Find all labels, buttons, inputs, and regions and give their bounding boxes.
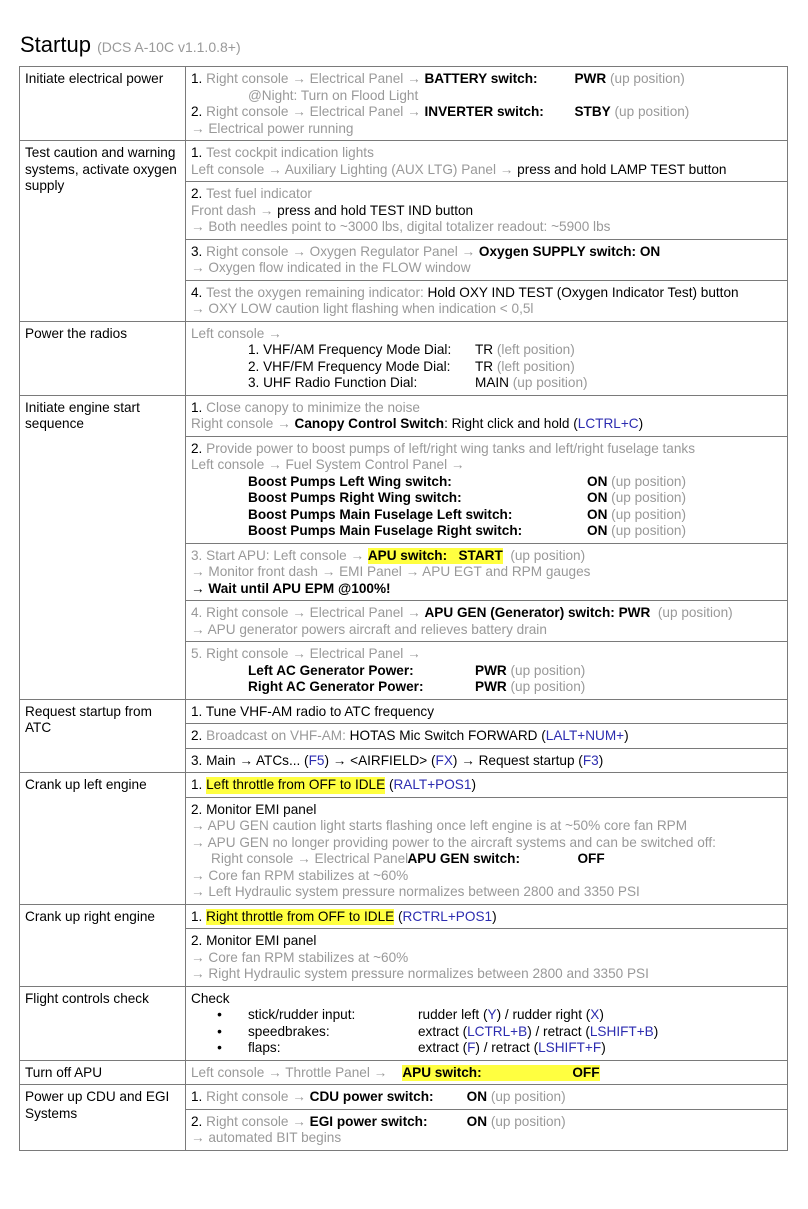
bullet: •: [217, 1007, 222, 1022]
step-number: 2.: [191, 1113, 203, 1129]
section-label: Flight controls check: [20, 986, 186, 1060]
switch-name: BATTERY switch:: [424, 71, 538, 86]
switch-name: EGI power switch:: [309, 1113, 428, 1129]
check-item: stick/rudder input:: [248, 1007, 356, 1022]
dial-position: (left position): [496, 358, 575, 374]
check-action: extract (: [418, 1023, 468, 1039]
switch-value: PWR: [475, 679, 507, 694]
step-cell: [186, 904, 788, 929]
section-label: Initiate electrical power: [20, 67, 186, 141]
paren: (: [398, 908, 403, 924]
step-number: 1.: [191, 71, 203, 86]
check-action: rudder left (: [418, 1007, 488, 1022]
step-number: 2.: [191, 728, 203, 743]
key-binding: LCTRL+C: [577, 416, 639, 431]
step-path: Right console →: [206, 1089, 306, 1104]
switch-value: ON: [466, 1113, 488, 1129]
step-result: → APU GEN no longer providing power to the aircraft systems and can be switched off:: [191, 834, 716, 850]
step-cell: [186, 929, 788, 987]
paren: ): [599, 1007, 604, 1022]
switch-position: (up position): [611, 473, 686, 489]
step-cell: [186, 1060, 788, 1085]
switch-name: Boost Pumps Main Fuselage Left switch:: [248, 506, 513, 522]
step-result: → Left Hydraulic system pressure normalizes between 2800 and 3350 PSI: [191, 884, 640, 899]
step-number: 2.: [191, 440, 203, 456]
table-row: [20, 773, 788, 798]
step-result: → APU generator powers aircraft and relieves battery drain: [191, 621, 547, 637]
step-number: 2.: [191, 104, 203, 119]
table-row: [20, 1085, 788, 1110]
check-item: flaps:: [248, 1040, 281, 1055]
table-row: [20, 395, 788, 436]
paren: ): [471, 777, 476, 792]
switch-value: ON: [587, 523, 608, 538]
check-action: ) / retract (: [475, 1040, 539, 1055]
startup-checklist-table: [19, 66, 788, 1151]
switch-value: OFF: [577, 851, 605, 866]
section-label: Power the radios: [20, 321, 186, 395]
dial-position: (up position): [512, 375, 588, 390]
step-cell: [186, 748, 788, 773]
step-cell: [186, 1109, 788, 1150]
table-row: [20, 67, 788, 141]
switch-name: APU GEN switch:: [407, 851, 520, 866]
switch-value: ON: [587, 506, 608, 522]
switch-position: (up position): [510, 679, 586, 694]
step-path: Left console → Auxiliary Lighting (AUX LTG) Panel →: [191, 161, 514, 177]
section-label: Power up CDU and EGI Systems: [20, 1085, 186, 1151]
step-number: 2.: [191, 186, 203, 201]
step-cell: [186, 642, 788, 700]
step-title: Start APU: Left console →: [206, 547, 365, 563]
dial-position: (left position): [496, 342, 575, 357]
dial-value: TR: [475, 358, 494, 374]
bullet: •: [217, 1023, 222, 1039]
switch-value: ON: [587, 490, 608, 505]
switch-name: Boost Pumps Main Fuselage Right switch:: [248, 523, 523, 538]
step-action: 3. Main → ATCs... (: [191, 752, 309, 768]
step-cell: [186, 797, 788, 904]
switch-name: CDU power switch:: [309, 1089, 434, 1104]
section-label: Test caution and warning systems, activate oxygen supply: [20, 141, 186, 322]
step-action: : Right click and hold (: [444, 416, 578, 431]
switch-value: PWR: [475, 662, 507, 678]
step-result: → Oxygen flow indicated in the FLOW window: [191, 260, 471, 275]
key-binding: RALT+POS1: [393, 777, 472, 792]
key-binding: X: [590, 1007, 600, 1022]
step-action: Oxygen SUPPLY switch: ON: [478, 243, 661, 259]
switch-position: (up position): [490, 1113, 566, 1129]
step-title: Test the oxygen remaining indicator:: [206, 284, 424, 300]
step-cell: [186, 67, 788, 141]
step-path: Right console → Electrical Panel →: [206, 104, 421, 119]
step-result: → Both needles point to ~3000 lbs, digital totalizer readout: ~5900 lbs: [191, 219, 611, 234]
step-cell: [186, 141, 788, 182]
step-number: 3.: [191, 547, 203, 563]
switch-position: (up position): [657, 605, 733, 620]
step-path: Right console →: [206, 1113, 306, 1129]
step-title: Test fuel indicator: [206, 186, 312, 201]
check-action: ) / rudder right (: [496, 1007, 591, 1022]
key-binding: FX: [435, 752, 453, 768]
table-row: [20, 699, 788, 724]
switch-name: Boost Pumps Right Wing switch:: [248, 490, 462, 505]
step-path: Right console → Electrical Panel →: [206, 646, 421, 661]
step-cell: [186, 543, 788, 601]
key-binding: LCTRL+B: [467, 1023, 528, 1039]
dial-name: 3. UHF Radio Function Dial:: [248, 375, 418, 390]
key-binding: LALT+NUM+: [545, 728, 625, 743]
step-warning: → Wait until APU EPM @100%!: [191, 580, 391, 596]
section-label: Request startup from ATC: [20, 699, 186, 773]
step-action: 1. Tune VHF-AM radio to ATC frequency: [191, 703, 435, 719]
table-row: [20, 1060, 788, 1085]
key-binding: F: [467, 1040, 476, 1055]
switch-value: PWR: [618, 605, 651, 620]
switch-position: (up position): [611, 490, 686, 505]
title-text: Startup: [20, 32, 91, 57]
step-action: press and hold TEST IND button: [277, 202, 474, 218]
dial-name: 1. VHF/AM Frequency Mode Dial:: [248, 342, 452, 357]
step-path: Left console → Fuel System Control Panel →: [191, 457, 465, 472]
step-cell: [186, 724, 788, 749]
step-result: → Electrical power running: [191, 120, 354, 136]
step-number: 1.: [191, 908, 203, 924]
key-binding: LSHIFT+B: [589, 1023, 654, 1039]
switch-position: (up position): [611, 506, 686, 522]
switch-name: Boost Pumps Left Wing switch:: [248, 473, 452, 489]
switch-name: INVERTER switch:: [424, 104, 544, 119]
section-label: Turn off APU: [20, 1060, 186, 1085]
dial-value: TR: [475, 342, 494, 357]
check-item: speedbrakes:: [248, 1023, 330, 1039]
table-row: [20, 141, 788, 182]
step-path: Right console → Electrical Panel →: [211, 851, 426, 866]
dial-value: MAIN: [475, 375, 509, 390]
step-path: Right console → Oxygen Regulator Panel →: [206, 243, 476, 259]
step-cell: [186, 1085, 788, 1110]
switch-name: Canopy Control Switch: [294, 416, 445, 431]
step-title: Check: [191, 990, 230, 1006]
switch-name: Left AC Generator Power:: [248, 662, 414, 678]
step-result: → Core fan RPM stabilizes at ~60%: [191, 867, 409, 883]
step-cell: [186, 321, 788, 395]
section-label: Initiate engine start sequence: [20, 395, 186, 699]
paren: ): [638, 416, 644, 431]
key-binding: F3: [582, 752, 599, 768]
step-cell: [186, 436, 788, 543]
step-action: press and hold LAMP TEST button: [517, 161, 727, 177]
switch-position: (up position): [614, 104, 690, 119]
table-row: [20, 986, 788, 1060]
step-title: Test cockpit indication lights: [206, 145, 374, 160]
switch-position: (up position): [510, 662, 586, 678]
paren: ): [653, 1023, 659, 1039]
check-action: extract (: [418, 1040, 468, 1055]
switch-name: APU switch: START: [367, 547, 503, 563]
key-binding: F5: [308, 752, 325, 768]
switch-value: ON: [587, 473, 608, 489]
switch-value: OFF: [572, 1064, 600, 1080]
dial-name: 2. VHF/FM Frequency Mode Dial:: [248, 358, 451, 374]
key-binding: LSHIFT+F: [538, 1040, 602, 1055]
step-title: 2. Monitor EMI panel: [191, 933, 317, 948]
switch-position: (up position): [490, 1089, 566, 1104]
key-binding: RCTRL+POS1: [402, 908, 493, 924]
step-cell: [186, 699, 788, 724]
step-title: Provide power to boost pumps of left/right wing tanks and left/right fuselage tanks: [206, 440, 696, 456]
switch-value: ON: [466, 1089, 488, 1104]
step-cell: [186, 395, 788, 436]
step-cell: [186, 601, 788, 642]
step-path: Front dash →: [191, 202, 274, 218]
page-title: [20, 30, 241, 62]
section-label: Crank up left engine: [20, 773, 186, 905]
step-number: 4.: [191, 284, 203, 300]
check-action: ) / retract (: [527, 1023, 590, 1039]
switch-value: PWR: [574, 71, 607, 86]
paren: ): [492, 908, 497, 924]
step-path: Right console →: [191, 416, 291, 431]
step-action: Right throttle from OFF to IDLE: [206, 908, 395, 924]
step-number: 1.: [191, 777, 203, 792]
switch-value: STBY: [574, 104, 611, 119]
version-text: (DCS A-10C v1.1.0.8+): [97, 39, 241, 55]
step-action: ) → <AIRFIELD> (: [324, 752, 436, 768]
step-title: Broadcast on VHF-AM:: [206, 728, 346, 743]
step-cell: [186, 182, 788, 240]
paren: ): [601, 1040, 606, 1055]
switch-name: APU GEN (Generator) switch:: [424, 605, 615, 620]
step-result: → APU GEN caution light starts flashing once left engine is at ~50% core fan RPM: [191, 818, 688, 833]
paren: (: [388, 777, 394, 792]
step-path: Right console → Electrical Panel →: [206, 605, 421, 620]
switch-name: Right AC Generator Power:: [248, 679, 424, 694]
step-result: → automated BIT begins: [191, 1130, 342, 1145]
step-action: HOTAS Mic Switch FORWARD (: [349, 728, 546, 743]
step-action: ) → Request startup (: [452, 752, 583, 768]
step-path: Right console → Electrical Panel →: [206, 71, 421, 86]
step-note: @Night: Turn on Flood Light: [248, 87, 419, 103]
step-cell: [186, 773, 788, 798]
switch-position: (up position): [611, 523, 686, 538]
step-action: Hold OXY IND TEST (Oxygen Indicator Test) button: [427, 284, 739, 300]
step-number: 4.: [191, 605, 203, 620]
switch-position: (up position): [609, 71, 685, 86]
table-row: [20, 321, 788, 395]
table-row: [20, 904, 788, 929]
step-cell: [186, 280, 788, 321]
step-number: 1.: [191, 145, 203, 160]
step-cell: [186, 986, 788, 1060]
paren: ): [598, 752, 604, 768]
step-path: Left console → Throttle Panel →: [191, 1064, 388, 1080]
step-number: 1.: [191, 399, 203, 415]
step-action: Left throttle from OFF to IDLE: [206, 777, 386, 792]
step-title: Close canopy to minimize the noise: [206, 399, 420, 415]
step-title: 2. Monitor EMI panel: [191, 801, 317, 817]
paren: ): [624, 728, 629, 743]
section-label: Crank up right engine: [20, 904, 186, 986]
step-number: 5.: [191, 646, 203, 661]
key-binding: Y: [487, 1007, 497, 1022]
step-result: → OXY LOW caution light flashing when indication < 0,5l: [191, 301, 534, 316]
step-number: 1.: [191, 1089, 203, 1104]
step-result: → Core fan RPM stabilizes at ~60%: [191, 949, 409, 965]
bullet: •: [217, 1040, 222, 1055]
step-path: Left console →: [191, 325, 282, 341]
switch-name: APU switch:: [402, 1064, 482, 1080]
step-cell: [186, 239, 788, 280]
step-result: → Monitor front dash → EMI Panel → APU EGT and RPM gauges: [191, 564, 591, 579]
step-result: → Right Hydraulic system pressure normalizes between 2800 and 3350 PSI: [191, 966, 649, 981]
switch-position: (up position): [510, 547, 586, 563]
step-number: 3.: [191, 243, 203, 259]
